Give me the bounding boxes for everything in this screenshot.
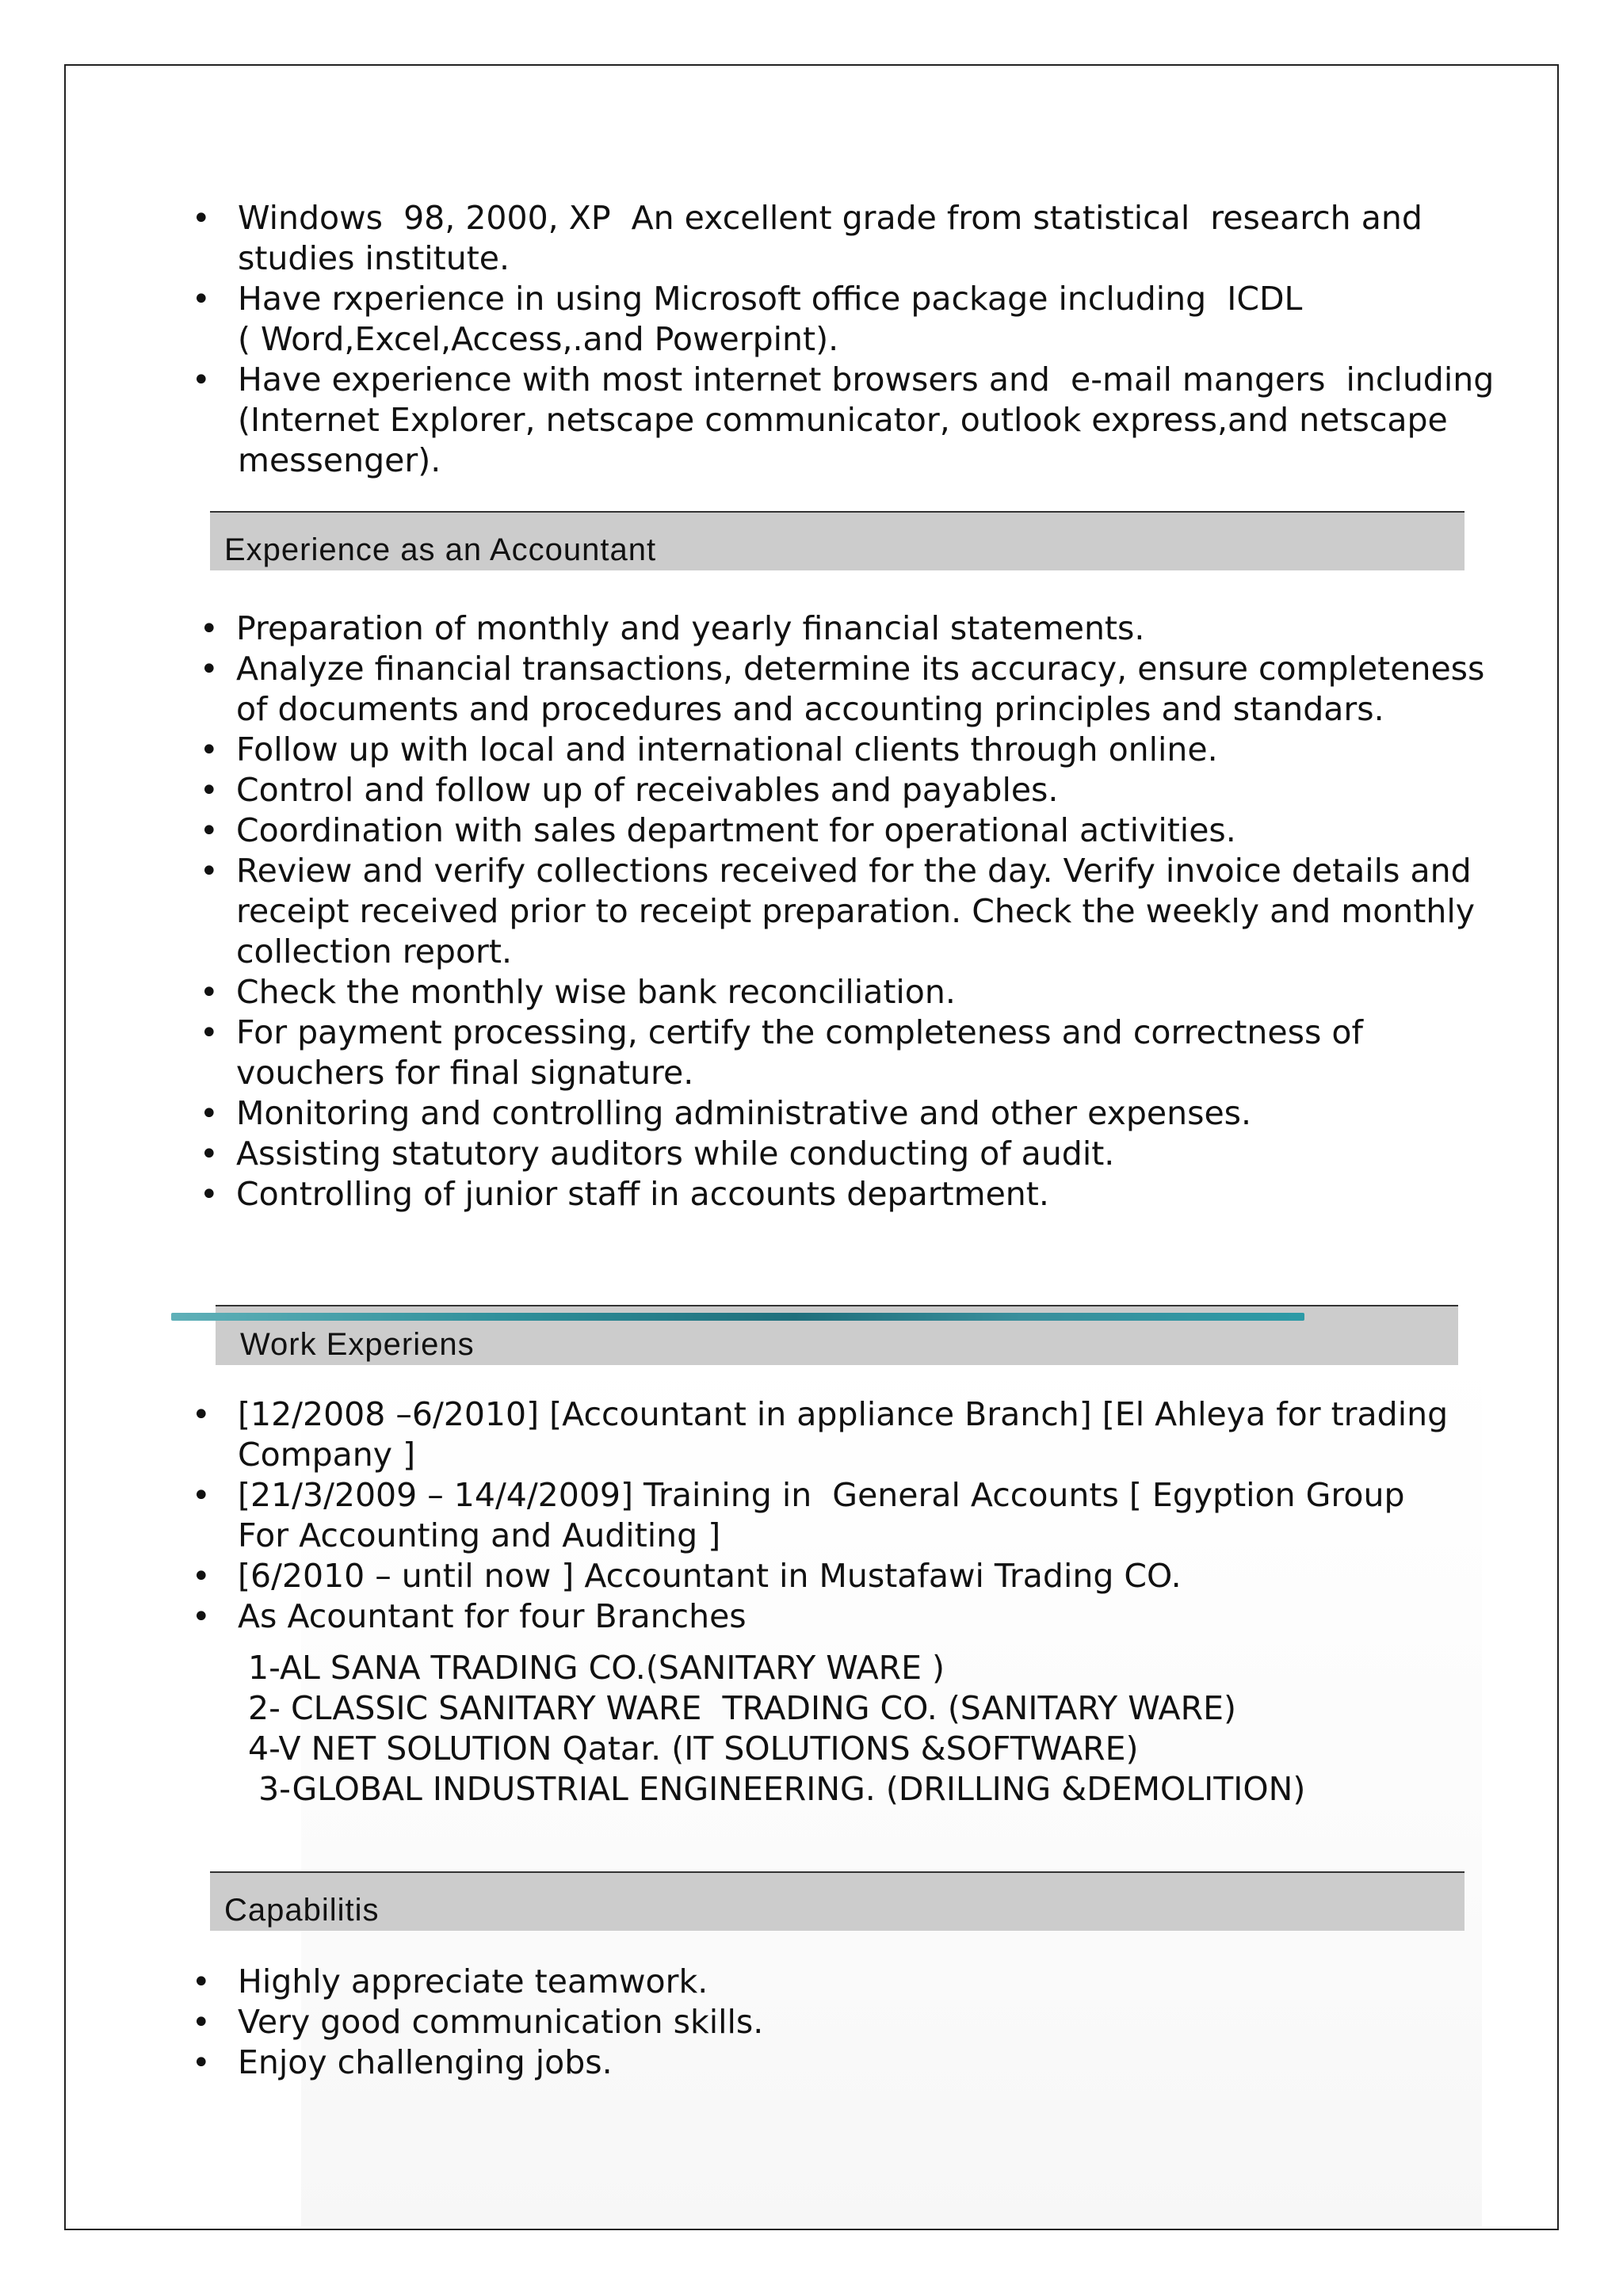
work-experience-item bbox=[192, 1596, 1522, 1637]
bullet-icon: • bbox=[192, 2045, 211, 2081]
list-item-text: Have rxperience in using Microsoft office package including ICDL bbox=[238, 280, 1303, 318]
list-item-text: Follow up with local and international clients through online. bbox=[236, 730, 1218, 769]
list-item-text: Highly appreciate teamwork. bbox=[238, 1962, 708, 2000]
accountant-duty-item bbox=[200, 1174, 1520, 1215]
bullet-icon: • bbox=[200, 813, 219, 849]
list-item-text: ( Word,Excel,Access,.and Powerpint). bbox=[238, 320, 839, 358]
work-experience-list bbox=[192, 1394, 1522, 1637]
section-title-accountant: Experience as an Accountant bbox=[224, 532, 657, 567]
accountant-duty-item bbox=[200, 851, 1520, 972]
accountant-duty-item bbox=[200, 1013, 1520, 1093]
list-item-text: [6/2010 – until now ] Accountant in Mustafawi Trading CO. bbox=[238, 1557, 1182, 1595]
list-item-text: messenger). bbox=[238, 441, 441, 479]
bullet-icon: • bbox=[200, 732, 219, 769]
list-item-text: studies institute. bbox=[238, 239, 510, 277]
bullet-icon: • bbox=[200, 1177, 219, 1213]
list-item-text: Controlling of junior staff in accounts department. bbox=[236, 1175, 1049, 1213]
list-item-text: [21/3/2009 – 14/4/2009] Training in General Accounts [ Egyption Group bbox=[238, 1476, 1405, 1514]
bullet-icon: • bbox=[200, 651, 219, 688]
list-item-text: collection report. bbox=[236, 933, 512, 971]
list-item-text: Control and follow up of receivables and payables. bbox=[236, 771, 1059, 809]
list-item-text: Assisting statutory auditors while conducting of audit. bbox=[236, 1135, 1115, 1173]
bullet-icon: • bbox=[192, 1397, 211, 1433]
bullet-icon: • bbox=[192, 362, 211, 399]
capability-item bbox=[192, 1962, 1522, 2002]
list-item-text: Very good communication skills. bbox=[238, 2003, 764, 2041]
list-item-text: Review and verify collections received for the day. Verify invoice details and bbox=[236, 852, 1472, 890]
capabilities-list bbox=[192, 1962, 1522, 2083]
list-item-text: Have experience with most internet browsers and e-mail mangers including bbox=[238, 360, 1495, 399]
bullet-icon: • bbox=[200, 1136, 219, 1173]
section-header-accountant bbox=[210, 511, 1465, 570]
section-title-work: Work Experiens bbox=[240, 1327, 475, 1362]
computer-skill-item bbox=[192, 198, 1522, 279]
list-item-text: Check the monthly wise bank reconciliation. bbox=[236, 973, 956, 1011]
computer-skill-item bbox=[192, 279, 1522, 360]
list-item-text: Analyze financial transactions, determine its accuracy, ensure completeness bbox=[236, 650, 1485, 688]
list-item-text: (Internet Explorer, netscape communicator, outlook express,and netscape bbox=[238, 401, 1448, 439]
capability-item bbox=[192, 2002, 1522, 2042]
bullet-icon: • bbox=[200, 611, 219, 647]
accountant-duty-item bbox=[200, 649, 1520, 730]
list-item-text: Company ] bbox=[238, 1436, 416, 1474]
section-header-capabilities bbox=[210, 1871, 1465, 1931]
list-item-text: Preparation of monthly and yearly financial statements. bbox=[236, 609, 1145, 647]
computer-skills-list bbox=[192, 198, 1522, 481]
accountant-duty-item bbox=[200, 810, 1520, 851]
bullet-icon: • bbox=[200, 772, 219, 809]
branches-list bbox=[238, 1648, 1522, 1810]
list-item-text: Windows 98, 2000, XP An excellent grade from statistical research and bbox=[238, 199, 1423, 237]
bullet-icon: • bbox=[200, 1096, 219, 1132]
accountant-experience-list bbox=[200, 608, 1520, 1215]
bullet-icon: • bbox=[192, 200, 211, 237]
bullet-icon: • bbox=[192, 1964, 211, 2000]
section-title-capabilities: Capabilitis bbox=[224, 1893, 380, 1928]
bullet-icon: • bbox=[192, 281, 211, 318]
accountant-duty-item bbox=[200, 1093, 1520, 1134]
bullet-icon: • bbox=[192, 1558, 211, 1595]
accountant-duty-item bbox=[200, 972, 1520, 1013]
accountant-duty-item bbox=[200, 1134, 1520, 1174]
capability-item bbox=[192, 2042, 1522, 2083]
accountant-duty-item bbox=[200, 770, 1520, 810]
bullet-icon: • bbox=[200, 853, 219, 890]
computer-skill-item bbox=[192, 360, 1522, 481]
bullet-icon: • bbox=[192, 2004, 211, 2041]
list-item-text: receipt received prior to receipt preparation. Check the weekly and monthly bbox=[236, 892, 1475, 930]
teal-accent-bar bbox=[171, 1313, 1304, 1321]
accountant-duty-item bbox=[200, 730, 1520, 770]
list-item-text: Monitoring and controlling administrative and other expenses. bbox=[236, 1094, 1252, 1132]
accountant-duty-item bbox=[200, 608, 1520, 649]
list-item-text: Enjoy challenging jobs. bbox=[238, 2043, 613, 2081]
branch-item: 4-V NET SOLUTION Qatar. (IT SOLUTIONS &SOFTWARE) bbox=[238, 1730, 1139, 1768]
bullet-icon: • bbox=[200, 974, 219, 1011]
bullet-icon: • bbox=[192, 1478, 211, 1514]
branch-item: 2- CLASSIC SANITARY WARE TRADING CO. (SANITARY WARE) bbox=[238, 1689, 1236, 1727]
list-item-text: As Acountant for four Branches bbox=[238, 1597, 747, 1635]
list-item-text: For Accounting and Auditing ] bbox=[238, 1516, 721, 1554]
work-experience-item bbox=[192, 1556, 1522, 1596]
work-experience-item bbox=[192, 1394, 1522, 1475]
bullet-icon: • bbox=[192, 1599, 211, 1635]
list-item-text: Coordination with sales department for operational activities. bbox=[236, 811, 1236, 849]
list-item-text: For payment processing, certify the completeness and correctness of bbox=[236, 1013, 1363, 1051]
list-item-text: vouchers for final signature. bbox=[236, 1054, 694, 1092]
bullet-icon: • bbox=[200, 1015, 219, 1051]
list-item-text: of documents and procedures and accounting principles and standars. bbox=[236, 690, 1384, 728]
work-experience-item bbox=[192, 1475, 1522, 1556]
branch-item: 3-GLOBAL INDUSTRIAL ENGINEERING. (DRILLING &DEMOLITION) bbox=[238, 1770, 1306, 1808]
branch-item: 1-AL SANA TRADING CO.(SANITARY WARE ) bbox=[238, 1649, 945, 1687]
list-item-text: [12/2008 –6/2010] [Accountant in appliance Branch] [El Ahleya for trading bbox=[238, 1395, 1449, 1433]
